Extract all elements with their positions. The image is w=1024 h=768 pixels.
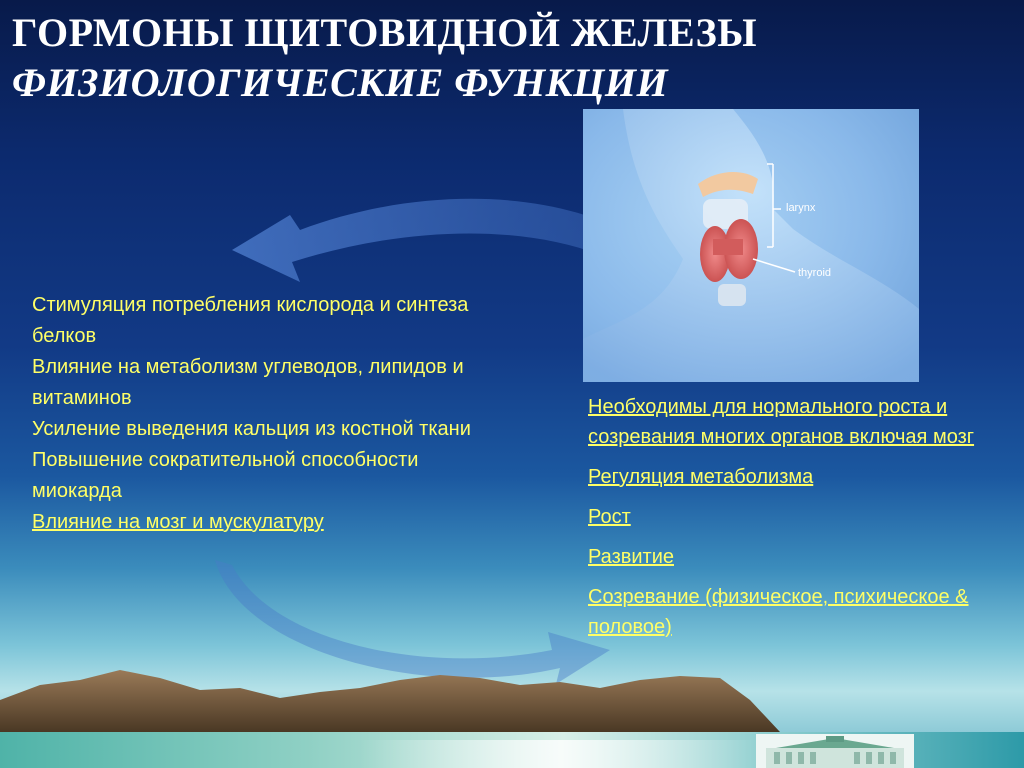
functions-list	[588, 392, 988, 652]
list-item-link[interactable]: Влияние на мозг и мускулатуру	[32, 511, 324, 533]
slide-subtitle: ФИЗИОЛОГИЧЕСКИЕ ФУНКЦИИ	[12, 60, 669, 105]
slide-title: ГОРМОНЫ ЩИТОВИДНОЙ ЖЕЛЕЗЫ	[12, 10, 758, 55]
list-item: Повышение сократительной способности миокарда	[32, 449, 419, 502]
mountain-range	[0, 640, 1024, 740]
list-item: Усиление выведения кальция из костной ткани	[32, 418, 471, 440]
list-item-link[interactable]: Созревание (физическое, психическое & половое)	[588, 586, 969, 638]
list-item-link[interactable]: Необходимы для нормального роста и созревания многих органов включая мозг	[588, 396, 975, 448]
building-image	[756, 734, 914, 768]
thyroid-label: thyroid	[798, 267, 832, 279]
larynx-label: larynx	[786, 202, 816, 214]
neck-anatomy-image	[583, 109, 919, 382]
list-item-link[interactable]: Развитие	[588, 546, 674, 568]
list-item: Влияние на метаболизм углеводов, липидов и витаминов	[32, 356, 464, 409]
physiological-effects-list	[32, 290, 512, 538]
list-item-link[interactable]: Рост	[588, 506, 631, 528]
list-item-link[interactable]: Регуляция метаболизма	[588, 466, 814, 488]
thyroid-illustration	[583, 109, 919, 382]
list-item: Стимуляция потребления кислорода и синтеза белков	[32, 294, 469, 347]
bottom-light	[360, 740, 760, 768]
